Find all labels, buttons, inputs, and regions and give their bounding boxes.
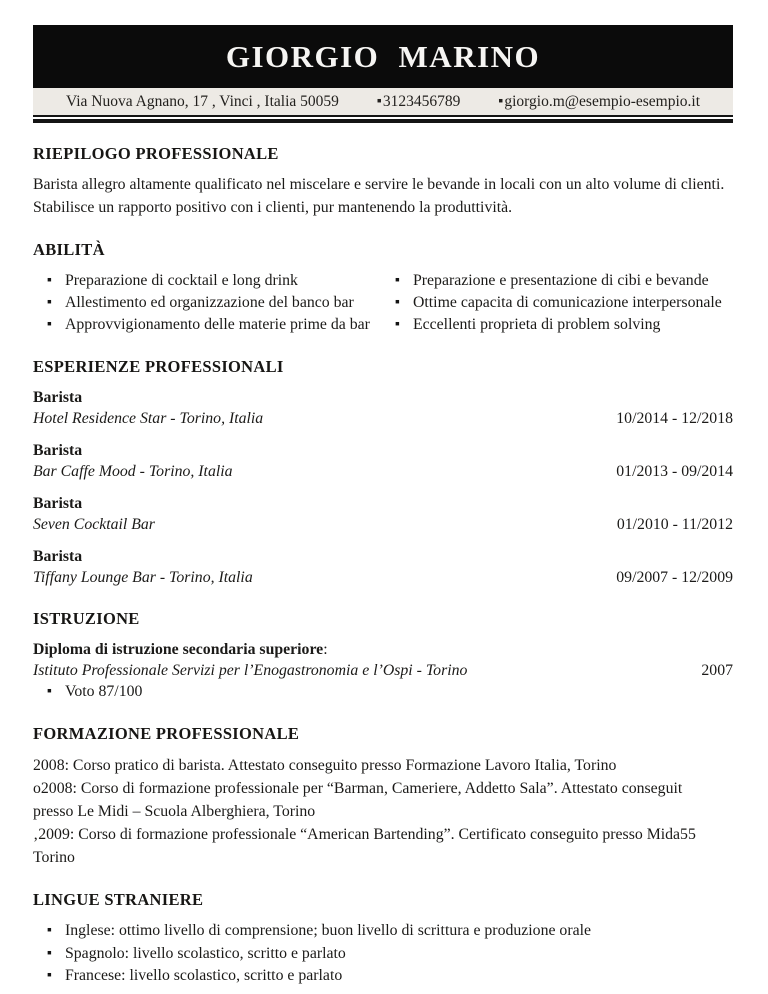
language-item	[33, 920, 733, 943]
skill-item	[381, 270, 733, 292]
training-line: presso Le Midi – Scuola Alberghiera, Torino	[33, 803, 316, 820]
degree-title: Diploma di istruzione secondaria superiore	[33, 641, 324, 658]
job-company: Tiffany Lounge Bar - Torino, Italia	[33, 569, 253, 586]
resume-content	[33, 144, 733, 988]
skill-item	[33, 270, 381, 292]
contact-address	[66, 93, 339, 111]
training-line: 2008: Corso pratico di barista. Attestato conseguito presso Formazione Lavoro Italia, Torino	[33, 757, 617, 774]
skill-text: Preparazione di cocktail e long drink	[65, 272, 298, 289]
degree-colon: :	[323, 641, 328, 658]
bullet-icon: ▪	[47, 968, 52, 983]
job-company: Hotel Residence Star - Torino, Italia	[33, 410, 264, 427]
bullet-icon: ▪	[47, 295, 52, 310]
skill-text: Approvvigionamento delle materie prime da bar	[65, 316, 370, 333]
skills-column-left	[33, 270, 381, 336]
language-text: Francese: livello scolastico, scritto e parlato	[65, 967, 343, 984]
email-text: giorgio.m@esempio-esempio.it	[504, 92, 701, 110]
experience-heading: ESPERIENZE PROFESSIONALI	[33, 357, 284, 376]
job-entry	[33, 546, 733, 588]
bullet-icon: ▪	[47, 945, 52, 961]
job-role: Barista	[33, 442, 83, 459]
job-company: Seven Cocktail Bar	[33, 516, 155, 533]
bullet-icon: ▪	[47, 923, 52, 938]
section-experience	[33, 357, 733, 588]
training-line: Torino	[33, 849, 75, 866]
skill-text: Eccellenti proprieta di problem solving	[413, 316, 661, 333]
job-entry	[33, 493, 733, 535]
job-entry	[33, 387, 733, 429]
grade-text: Voto 87/100	[65, 683, 143, 700]
graduation-year: 2007	[701, 662, 733, 679]
summary-heading: RIEPILOGO PROFESSIONALE	[33, 144, 279, 163]
job-dates: 01/2010 - 11/2012	[616, 516, 733, 533]
email-icon: ▪	[498, 93, 504, 109]
section-skills	[33, 240, 733, 336]
bullet-icon: ▪	[395, 295, 400, 310]
name-banner	[33, 25, 733, 88]
section-training	[33, 724, 733, 869]
skills-column-right	[381, 270, 733, 336]
skill-item	[33, 314, 381, 336]
skill-item	[33, 292, 381, 314]
job-dates: 01/2013 - 09/2014	[616, 463, 733, 480]
contact-bar	[33, 88, 733, 117]
skill-item	[381, 314, 733, 336]
person-name: GIORGIO MARINO	[225, 38, 541, 74]
bullet-icon: ▪	[47, 684, 52, 699]
training-line: o2008: Corso di formazione professionale per “Barman, Cameriere, Addetto Sala”. Attestato conseguit	[33, 780, 683, 797]
job-role: Barista	[33, 495, 83, 512]
job-role: Barista	[33, 389, 83, 406]
section-languages	[33, 890, 733, 988]
bullet-icon: ▪	[47, 317, 52, 332]
section-summary	[33, 144, 733, 219]
grade-line	[33, 681, 733, 703]
job-dates: 10/2014 - 12/2018	[616, 410, 733, 427]
bullet-icon: ▪	[395, 273, 400, 288]
bullet-icon: ▪	[395, 317, 400, 332]
phone-text: 3123456789	[382, 92, 461, 110]
training-heading: FORMAZIONE PROFESSIONALE	[33, 724, 300, 743]
header-divider	[33, 119, 733, 123]
phone-icon: ▪	[376, 93, 382, 109]
job-role: Barista	[33, 548, 83, 565]
languages-heading: LINGUE STRANIERE	[33, 890, 204, 909]
contact-email	[498, 93, 700, 111]
job-company: Bar Caffe Mood - Torino, Italia	[33, 463, 233, 480]
degree-line	[33, 639, 733, 660]
address-text: Via Nuova Agnano, 17 , Vinci , Italia 50059	[65, 92, 339, 110]
skills-heading: ABILITÀ	[33, 240, 105, 259]
language-item	[33, 943, 733, 966]
education-heading: ISTRUZIONE	[33, 609, 140, 628]
language-text: Inglese: ottimo livello di comprensione; buon livello di scrittura e produzione orale	[65, 922, 591, 939]
training-line: ‚2009: Corso di formazione professionale “American Bartending”. Certificato conseguito presso Mida55	[33, 826, 696, 843]
language-item	[33, 965, 733, 988]
skill-text: Allestimento ed organizzazione del banco bar	[65, 294, 354, 311]
job-dates: 09/2007 - 12/2009	[616, 569, 733, 586]
summary-text: Barista allegro altamente qualificato nel miscelare e servire le bevande in locali con un alto volume di clienti. Stabilisce un rapporto positivo con i clienti, pur mantenendo la produttività.	[33, 176, 725, 216]
skills-columns	[33, 270, 733, 336]
school-name: Istituto Professionale Servizi per l’Enogastronomia e l’Ospi - Torino	[33, 662, 468, 679]
bullet-icon: ▪	[47, 273, 52, 288]
skill-text: Preparazione e presentazione di cibi e bevande	[413, 272, 709, 289]
language-text: Spagnolo: livello scolastico, scritto e parlato	[65, 944, 346, 962]
section-education	[33, 609, 733, 703]
skill-text: Ottime capacita di comunicazione interpersonale	[413, 294, 722, 311]
contact-phone	[377, 93, 460, 111]
skill-item	[381, 292, 733, 314]
job-entry	[33, 440, 733, 482]
